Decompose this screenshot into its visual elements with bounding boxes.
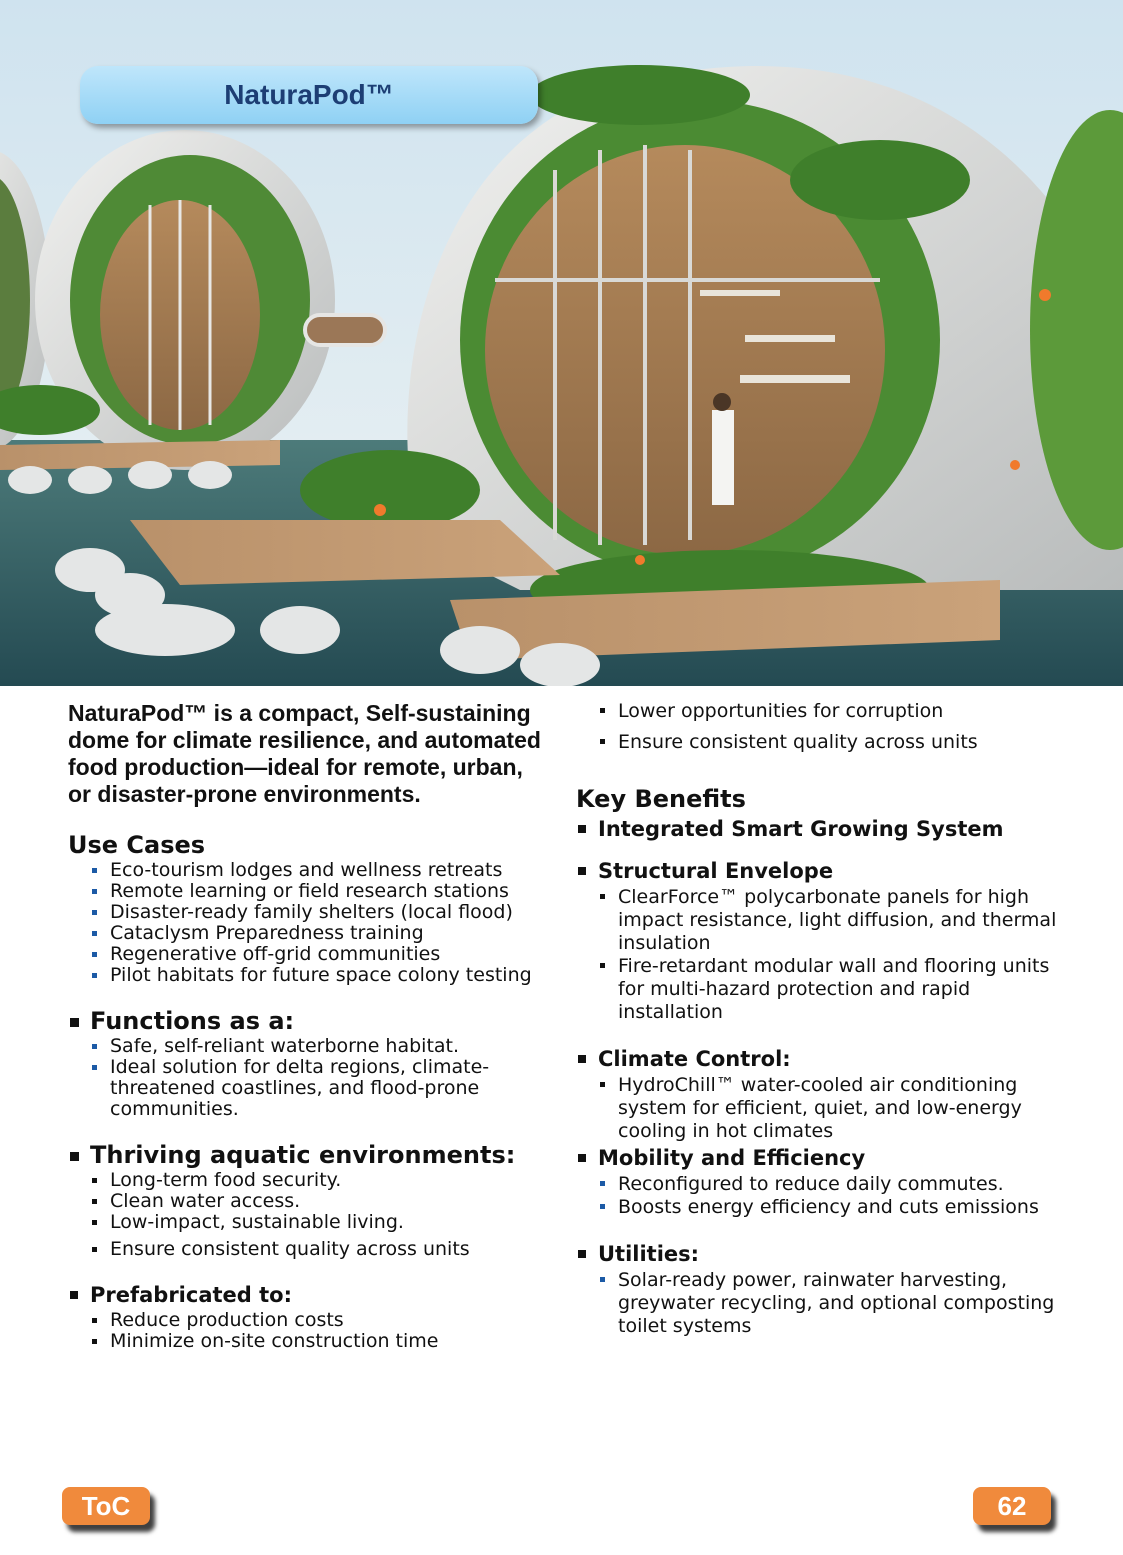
key-benefits-heading: Key Benefits [576, 785, 746, 813]
list-item: Reconfigured to reduce daily commutes. [576, 1173, 1066, 1196]
mobility-heading: Mobility and Efficiency [576, 1143, 1066, 1173]
intro-paragraph: NaturaPod™ is a compact, Self-sustaining dome for climate resilience, and automated food production—ideal for remote, urban, or disaster-prone environments. [68, 700, 541, 807]
left-column [68, 700, 548, 1352]
climate-list [576, 1074, 1066, 1143]
aquatic-heading: Thriving aquatic environments: [68, 1140, 548, 1170]
list-item: Solar-ready power, rainwater harvesting, greywater recycling, and optional composting toilet systems [576, 1269, 1066, 1338]
list-item: Low-impact, sustainable living. [68, 1212, 548, 1233]
hero-illustration [0, 0, 1123, 686]
functions-list [68, 1036, 548, 1120]
list-item: Boosts energy efficiency and cuts emissions [576, 1196, 1066, 1219]
right-column [576, 700, 1066, 1338]
structural-heading: Structural Envelope [576, 856, 1066, 886]
list-item: Ideal solution for delta regions, climate-threatened coastlines, and flood-prone communities. [68, 1057, 548, 1120]
utilities-heading: Utilities: [576, 1239, 1066, 1269]
list-item: Minimize on-site construction time [68, 1331, 548, 1352]
page-title: NaturaPod™ [80, 66, 538, 124]
prefab-list [68, 1310, 548, 1352]
list-item: ClearForce™ polycarbonate panels for high impact resistance, light diffusion, and thermal insulation [576, 886, 1066, 955]
page-number: 62 [973, 1487, 1051, 1525]
functions-heading: Functions as a: [68, 1006, 548, 1036]
top-list [576, 700, 1066, 754]
structural-list [576, 886, 1066, 1024]
list-item: Eco-tourism lodges and wellness retreats [68, 860, 548, 881]
climate-heading: Climate Control: [576, 1044, 1066, 1074]
list-item: Disaster-ready family shelters (local flood) [68, 902, 548, 923]
list-item: HydroChill™ water-cooled air conditioning system for efficient, quiet, and low-energy cooling in hot climates [576, 1074, 1066, 1143]
list-item: Pilot habitats for future space colony testing [68, 965, 548, 986]
list-item: Lower opportunities for corruption [576, 700, 1066, 723]
list-item: Long-term food security. [68, 1170, 548, 1191]
prefab-heading: Prefabricated to: [68, 1280, 548, 1310]
list-item: Regenerative off-grid communities [68, 944, 548, 965]
utilities-list [576, 1269, 1066, 1338]
use-cases-list [68, 860, 548, 986]
list-item: Clean water access. [68, 1191, 548, 1212]
aquatic-list [68, 1170, 548, 1260]
list-item: Fire-retardant modular wall and flooring units for multi-hazard protection and rapid installation [576, 955, 1066, 1024]
smart-growing-heading: Integrated Smart Growing System [576, 814, 1066, 844]
list-item: Safe, self-reliant waterborne habitat. [68, 1036, 548, 1057]
list-item: Cataclysm Preparedness training [68, 923, 548, 944]
list-item: Remote learning or field research stations [68, 881, 548, 902]
toc-button[interactable]: ToC [62, 1487, 150, 1525]
mobility-list [576, 1173, 1066, 1219]
list-item: Ensure consistent quality across units [576, 731, 1066, 754]
list-item: Reduce production costs [68, 1310, 548, 1331]
use-cases-heading: Use Cases [68, 831, 206, 859]
list-item: Ensure consistent quality across units [68, 1239, 548, 1260]
